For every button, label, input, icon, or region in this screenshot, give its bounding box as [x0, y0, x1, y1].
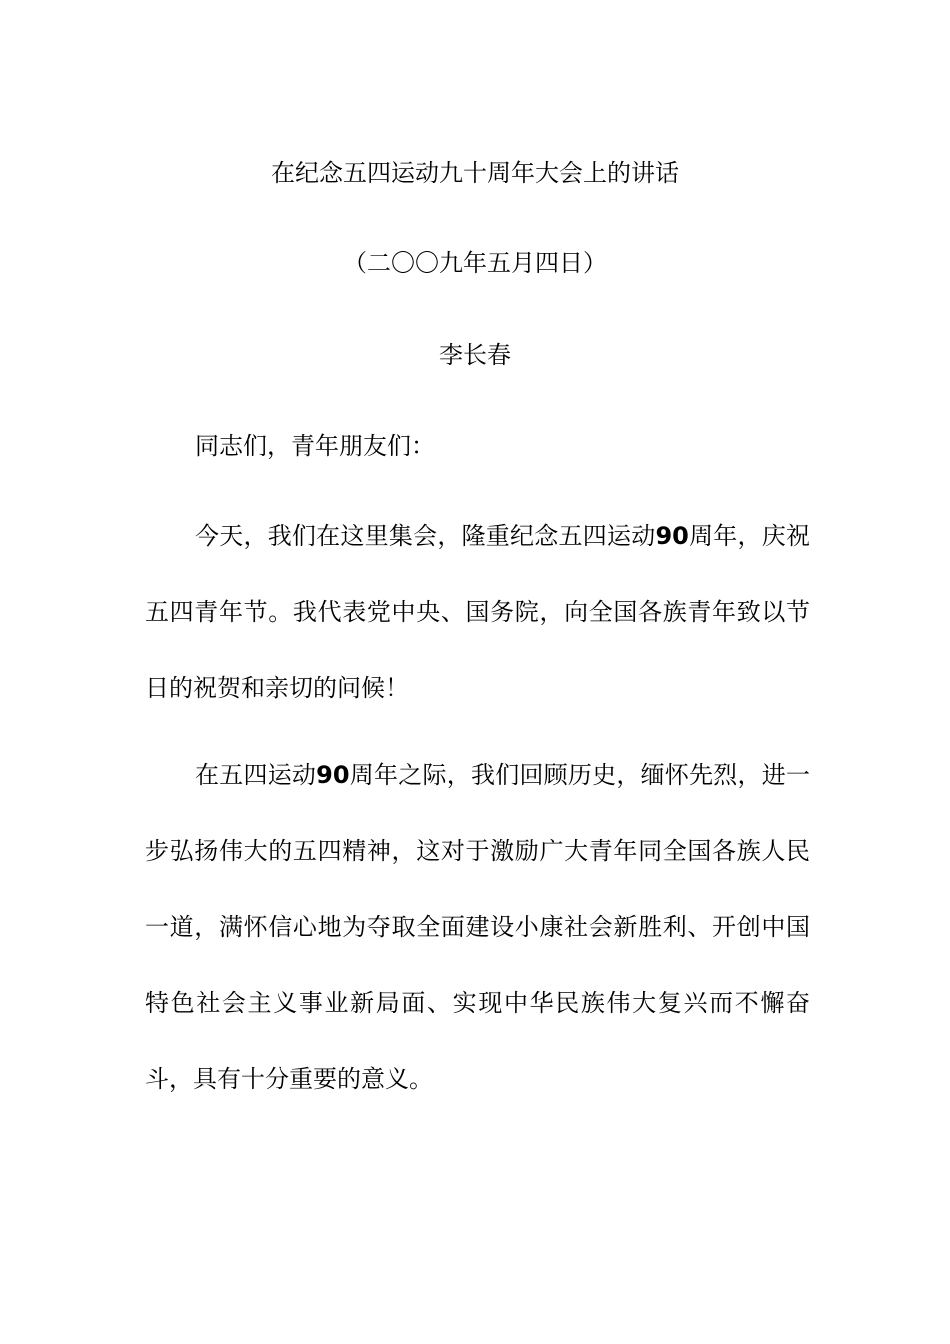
paragraph-1-text-b: 周年，庆祝五四青年节。我代表党中央、国务院，向全国各族青年致以节日的祝贺和亲切的问候！	[145, 522, 811, 702]
greeting: 同志们，青年朋友们：	[195, 432, 435, 460]
speech-title: 在纪念五四运动九十周年大会上的讲话	[271, 159, 679, 187]
paragraph-2-text-b: 周年之际，我们回顾历史，缅怀先烈，进一步弘扬伟大的五四精神，这对于激励广大青年同全国各族人民一道，满怀信心地为夺取全面建设小康社会新胜利、开创中国特色社会主义事业新局面、实现中华民族伟大复兴而不懈奋斗，具有十分重要的意义。	[145, 761, 811, 1093]
paragraph-1	[145, 498, 810, 726]
paragraph-1-text-a: 今天，我们在这里集会，隆重纪念五四运动	[195, 522, 656, 550]
speech-date: （二〇〇九年五月四日）	[343, 249, 607, 277]
paragraph-2	[145, 737, 810, 1117]
paragraph-2-number: 90	[316, 761, 350, 789]
paragraph-1-number: 90	[655, 522, 689, 550]
speech-author: 李长春	[439, 341, 511, 369]
paragraph-2-text-a: 在五四运动	[195, 761, 317, 789]
